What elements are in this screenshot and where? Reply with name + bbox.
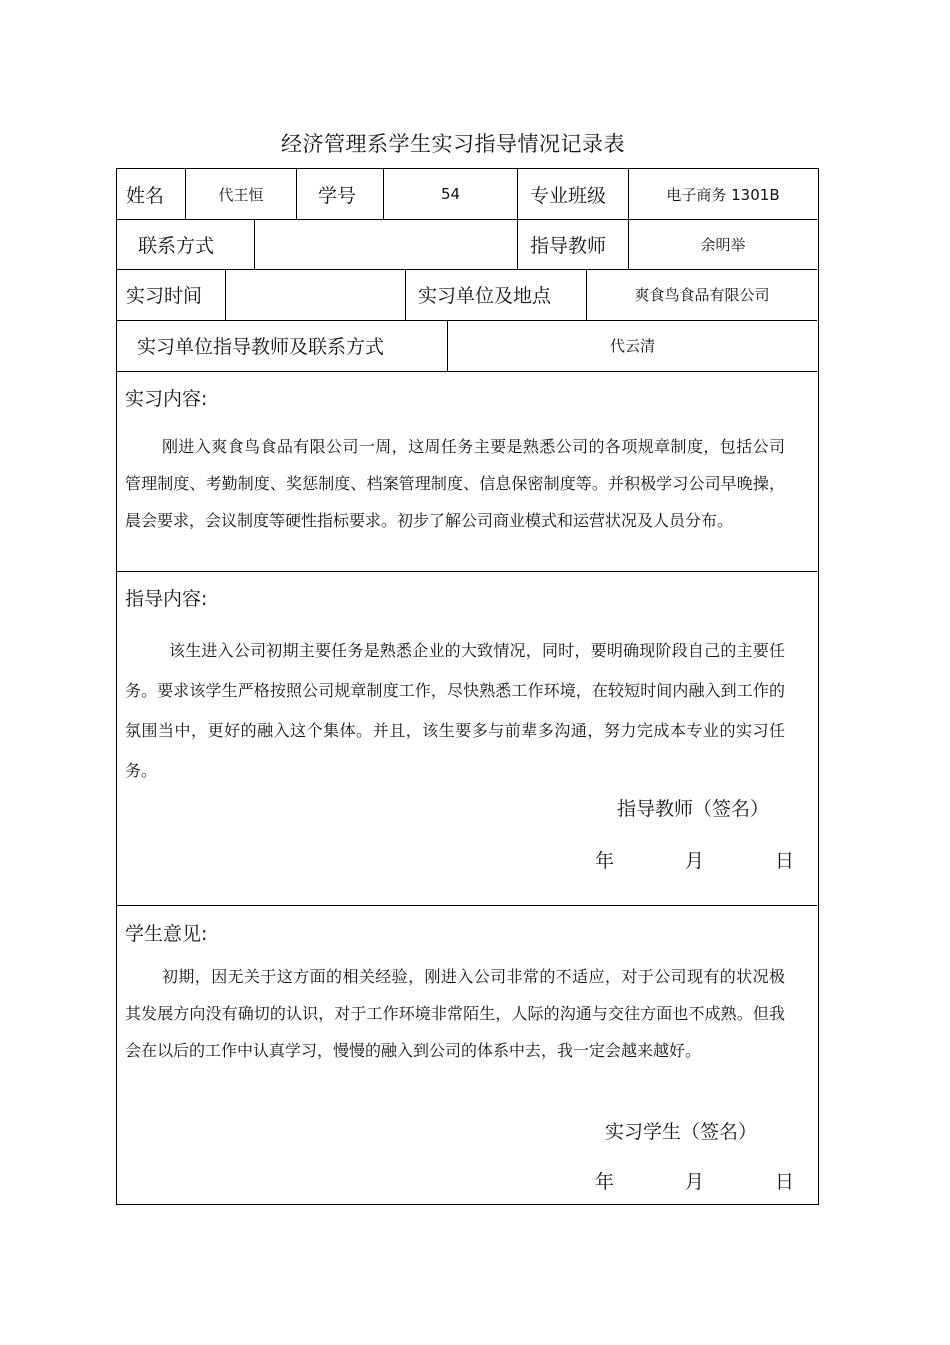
advisor-signature-label: 指导教师（签名） — [617, 798, 770, 820]
guidance-day: 日 — [775, 850, 795, 872]
guidance-heading: 指导内容: — [125, 588, 208, 610]
content-text: 刚进入爽食鸟食品有限公司一周，这周任务主要是熟悉公司的各项规章制度，包括公司管理制度、考勤制度、奖惩制度、档案管理制度、信息保密制度等。并积极学习公司早晚操，晨会要求，会议制度等硬性指标要求。初步了解公司商业模式和运营状况及人员分布。 — [125, 437, 785, 530]
unit-value: 爽食鸟食品有限公司 — [634, 286, 770, 304]
student-id-value: 54 — [384, 169, 518, 219]
row-contact — [117, 219, 817, 270]
class-label: 专业班级 — [518, 169, 629, 219]
opinion-heading: 学生意见: — [125, 923, 208, 945]
time-label: 实习时间 — [117, 269, 226, 320]
section-guidance — [117, 571, 817, 906]
student-signature-label: 实习学生（签名） — [605, 1121, 758, 1143]
guidance-text: 该生进入公司初期主要任务是熟悉企业的大致情况，同时，要明确现阶段自己的主要任务。要求该学生严格按照公司规章制度工作，尽快熟悉工作环境，在较短时间内融入到工作的氛围当中，更好的融入这个集体。并且，该生要多与前辈多沟通，努力完成本专业的实习任务。 — [125, 641, 785, 780]
opinion-year: 年 — [595, 1171, 615, 1193]
opinion-day: 日 — [775, 1171, 795, 1193]
unit-advisor-label: 实习单位指导教师及联系方式 — [117, 320, 448, 371]
content-heading: 实习内容: — [125, 388, 208, 410]
time-value — [226, 269, 406, 320]
guidance-year: 年 — [595, 850, 615, 872]
form-title: 经济管理系学生实习指导情况记录表 — [281, 132, 625, 156]
name-label: 姓名 — [117, 169, 186, 219]
advisor-value: 余明举 — [700, 235, 746, 254]
row-student-info — [117, 169, 817, 220]
section-student-opinion — [117, 905, 817, 1203]
guidance-month: 月 — [685, 850, 705, 872]
opinion-text: 初期，因无关于这方面的相关经验，刚进入公司非常的不适应，对于公司现有的状况极其发展方向没有确切的认识，对于工作环境非常陌生，人际的沟通与交往方面也不成熟。但我会在以后的工作中认真学习，慢慢的融入到公司的体系中去，我一定会越来越好。 — [125, 967, 785, 1060]
opinion-month: 月 — [685, 1171, 705, 1193]
unit-advisor-value: 代云清 — [609, 337, 655, 355]
contact-label: 联系方式 — [117, 219, 255, 269]
contact-value — [255, 219, 518, 269]
row-internship-time — [117, 269, 817, 321]
student-id-label: 学号 — [297, 169, 384, 219]
record-form — [116, 168, 819, 1205]
row-unit-advisor — [117, 320, 817, 372]
section-internship-content — [117, 371, 817, 572]
class-value: 电子商务 1301B — [666, 185, 780, 204]
advisor-label: 指导教师 — [518, 219, 629, 269]
name-value: 代王恒 — [186, 169, 297, 219]
unit-label: 实习单位及地点 — [406, 269, 587, 320]
